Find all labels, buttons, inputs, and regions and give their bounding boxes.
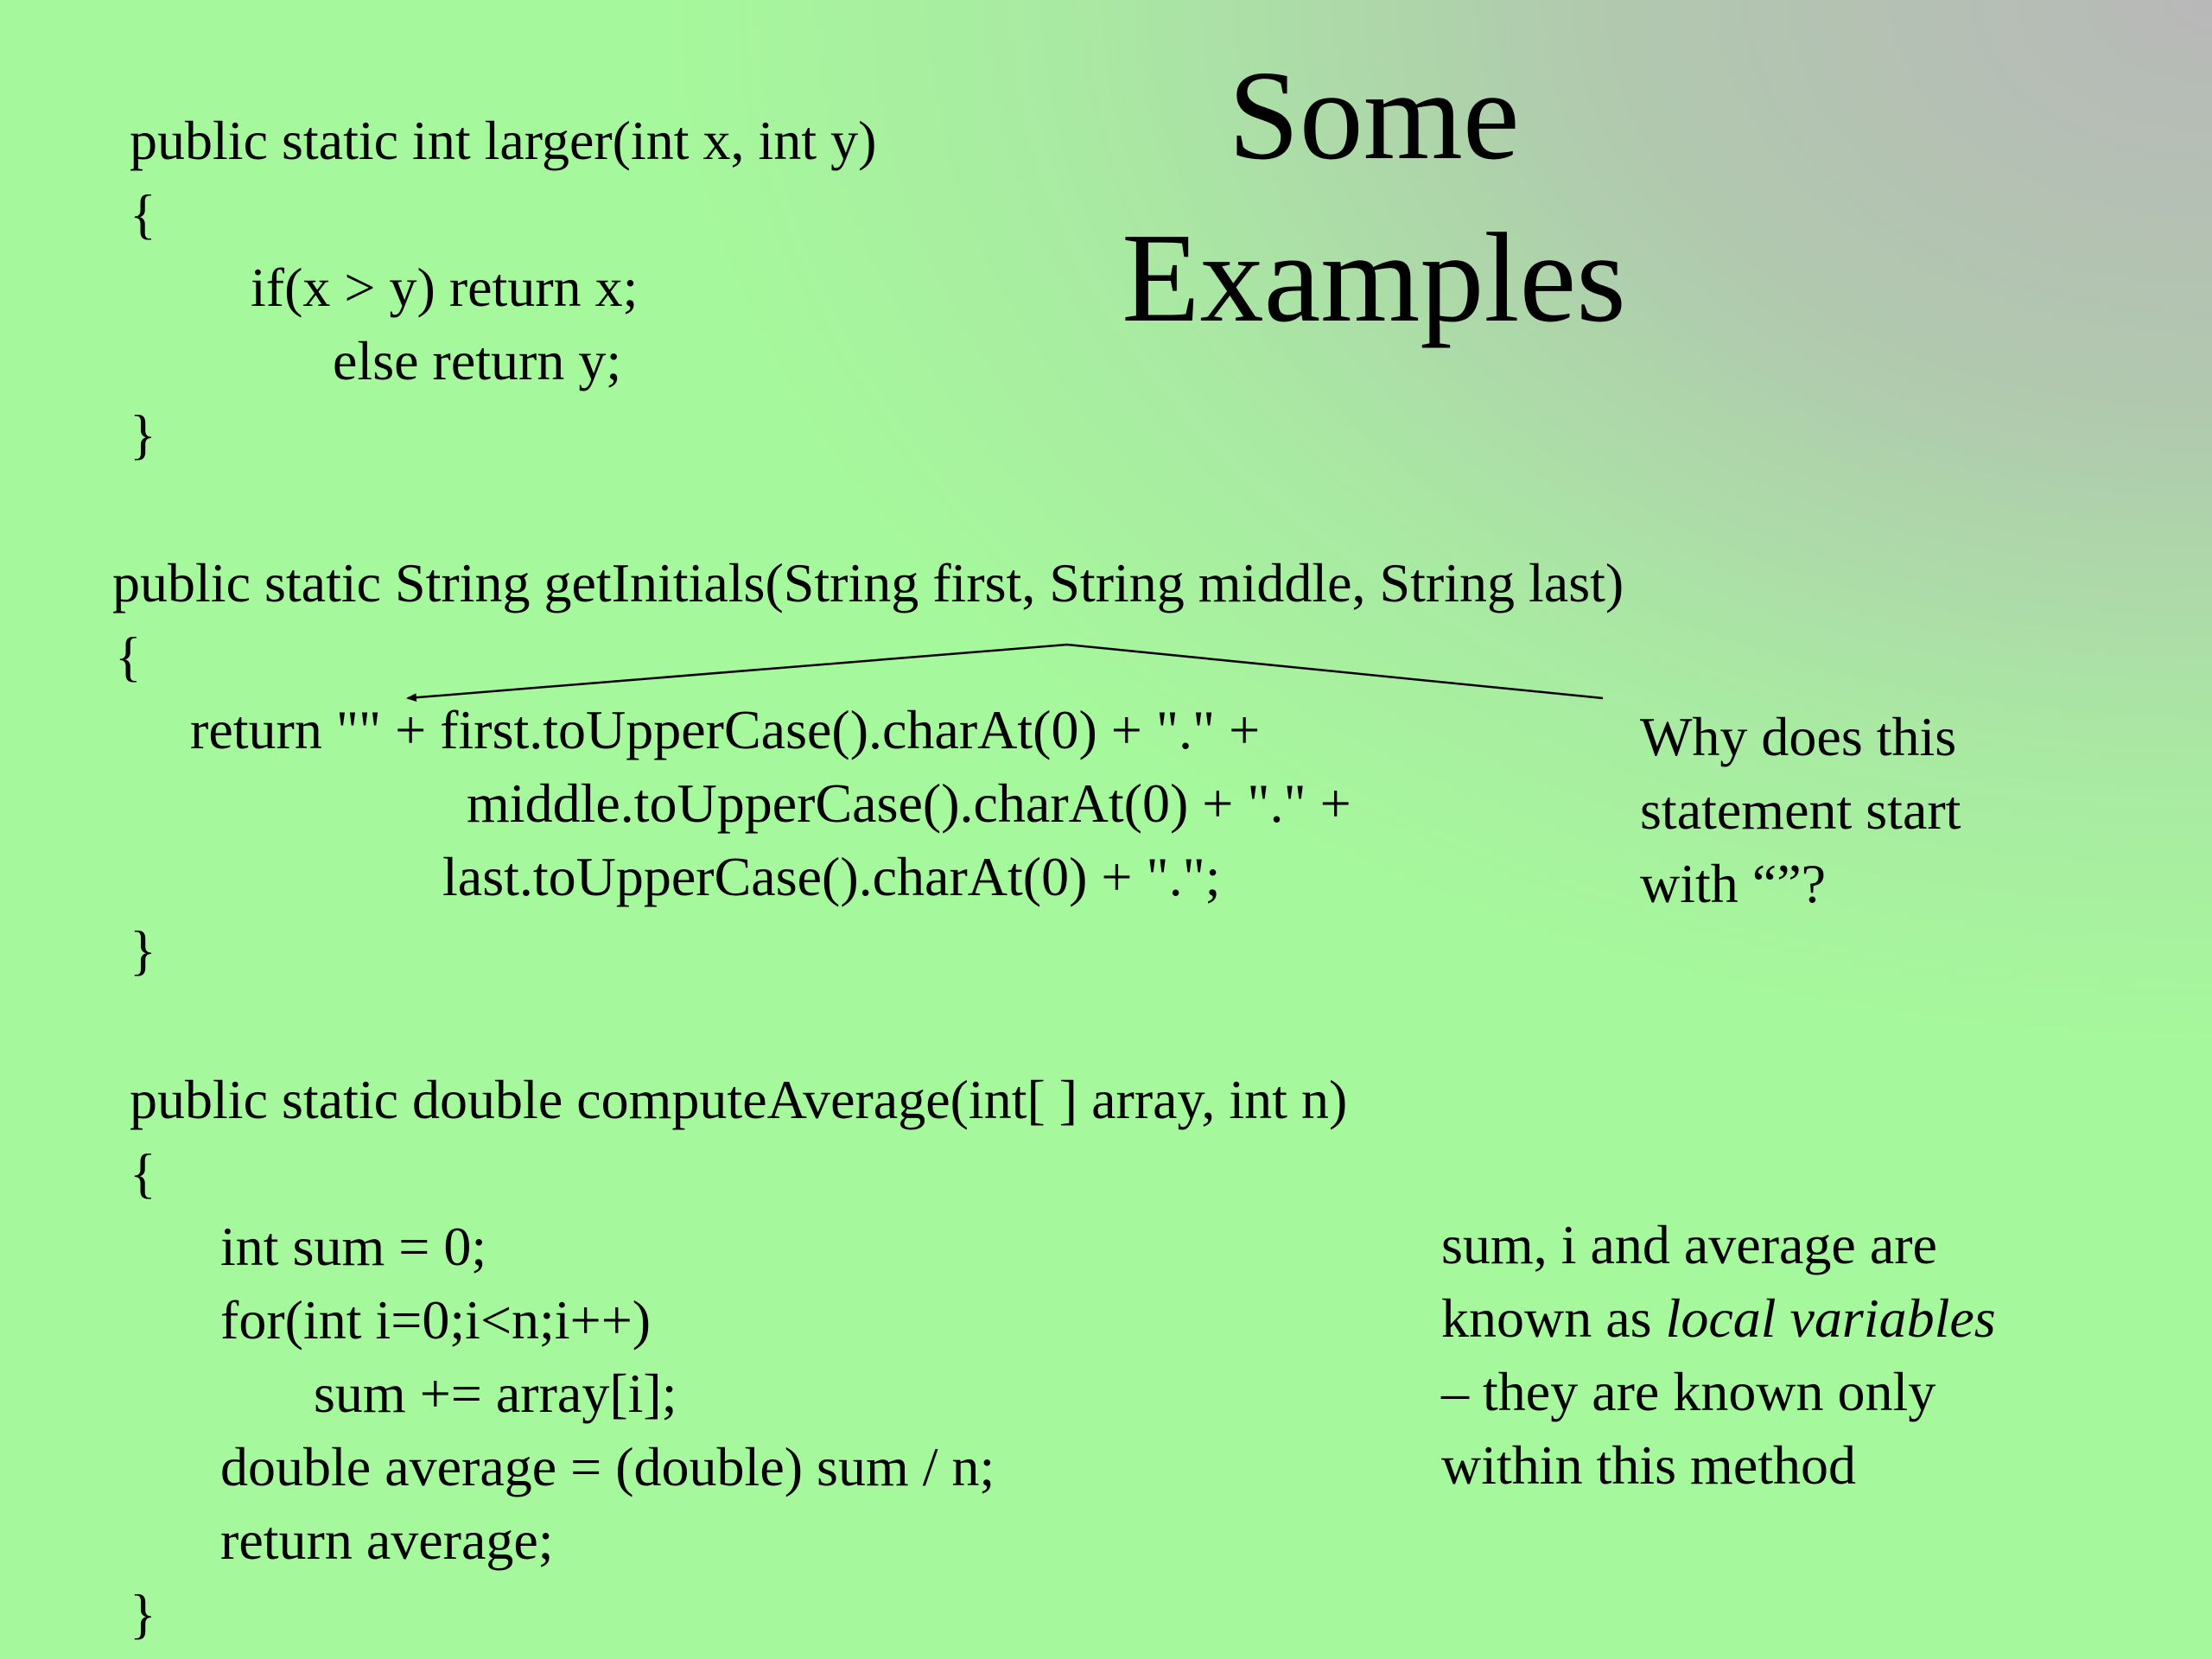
code-line-return: return average;: [220, 1510, 554, 1571]
note-line-1: sum, i and average are: [1441, 1214, 1937, 1275]
code-line-close-brace: }: [130, 919, 156, 981]
arrow-line: [408, 645, 1603, 698]
note-line-2: [1441, 1281, 1996, 1355]
code-line-sum-add: sum += array[i];: [314, 1363, 677, 1424]
title-line-1: Some: [1228, 45, 1520, 187]
code-line-close-brace: }: [130, 1583, 156, 1644]
code-line-signature: public static String getInitials(String first, String middle, String last): [112, 552, 1624, 613]
code-line-open-brace: {: [130, 1142, 156, 1204]
note-line-3: – they are known only: [1441, 1361, 1936, 1422]
title-line-2: Examples: [1122, 207, 1626, 349]
callout-line-1: Why does this: [1640, 706, 1957, 767]
callout-line-2: statement start: [1640, 779, 1961, 841]
code-line-last: last.toUpperCase().charAt(0) + ".";: [442, 846, 1221, 907]
code-line-else: else return y;: [333, 330, 622, 391]
code-line-close-brace: }: [130, 404, 156, 465]
code-line-if: if(x > y) return x;: [251, 257, 639, 318]
code-line-return: return "" + first.toUpperCase().charAt(0) + "." +: [190, 699, 1261, 760]
code-line-for: for(int i=0;i<n;i++): [220, 1289, 652, 1351]
code-line-average: double average = (double) sum / n;: [220, 1436, 995, 1497]
note-line-4: within this method: [1441, 1434, 1856, 1496]
code-line-open-brace: {: [130, 183, 156, 245]
note-line-2-italic: local variables: [1665, 1287, 1996, 1349]
code-line-signature: public static int larger(int x, int y): [130, 110, 877, 171]
code-line-middle: middle.toUpperCase().charAt(0) + "." +: [467, 772, 1351, 834]
local-variables-note: [1441, 1208, 1996, 1502]
code-line-sum-init: int sum = 0;: [220, 1216, 487, 1277]
note-line-2-prefix: known as: [1441, 1287, 1666, 1349]
callout-line-3: with “”?: [1640, 853, 1826, 914]
code-line-open-brace: {: [115, 626, 142, 687]
code-line-signature: public static double computeAverage(int[ ] array, int n): [130, 1069, 1348, 1130]
